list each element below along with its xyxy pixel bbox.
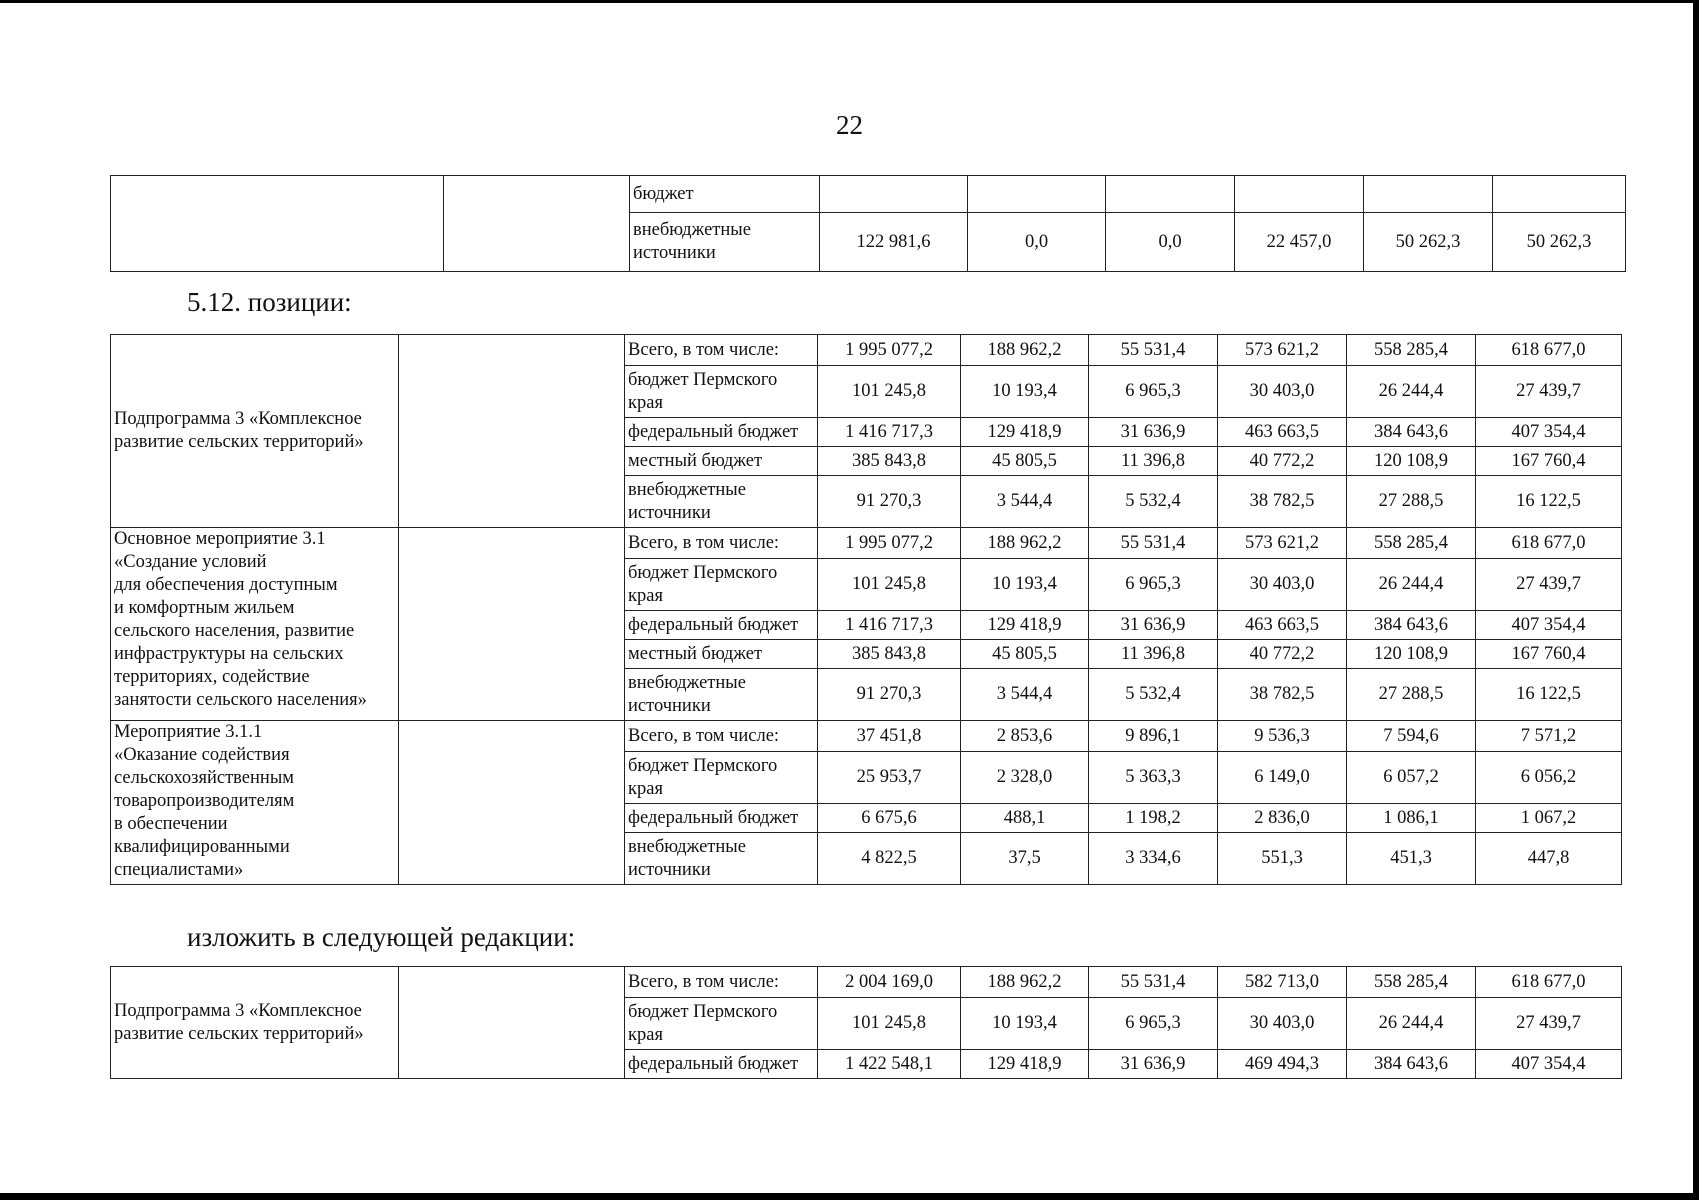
value-cell: 26 244,4 (1347, 998, 1476, 1050)
value-cell: 5 532,4 (1089, 669, 1218, 721)
value-cell: 30 403,0 (1218, 366, 1347, 418)
table-row (111, 967, 1622, 998)
value-cell: 618 677,0 (1476, 528, 1622, 559)
value-cell: 3 334,6 (1089, 833, 1218, 885)
value-cell: 22 457,0 (1235, 213, 1364, 272)
funding-source-cell: бюджет (630, 176, 820, 213)
value-cell: 2 836,0 (1218, 804, 1347, 833)
value-cell: 407 354,4 (1476, 1050, 1622, 1079)
page-number: 22 (836, 110, 863, 140)
value-cell: 558 285,4 (1347, 335, 1476, 366)
empty-cell (444, 176, 630, 272)
value-cell: 384 643,6 (1347, 611, 1476, 640)
empty-cell (399, 528, 625, 721)
empty-cell (399, 967, 625, 1079)
scan-top-edge (0, 0, 1699, 3)
value-cell: 407 354,4 (1476, 418, 1622, 447)
program-name-cell: Основное мероприятие 3.1 «Создание условий для обеспечения доступным и комфортным жильем сельского населения, развитие инфраструктуры на сельских территориях, содействие занятости сельского населения» (111, 528, 399, 721)
table-row (111, 528, 1622, 559)
value-cell: 618 677,0 (1476, 335, 1622, 366)
value-cell: 0,0 (968, 213, 1106, 272)
value-cell: 10 193,4 (961, 559, 1089, 611)
value-cell: 167 760,4 (1476, 447, 1622, 476)
value-cell (1106, 176, 1235, 213)
continuation-table (110, 175, 1626, 272)
program-name-cell: Подпрограмма 3 «Комплексное развитие сельских территорий» (111, 335, 399, 528)
value-cell: 129 418,9 (961, 611, 1089, 640)
value-cell: 167 760,4 (1476, 640, 1622, 669)
funding-source-cell: федеральный бюджет (625, 804, 818, 833)
value-cell: 6 965,3 (1089, 366, 1218, 418)
value-cell: 469 494,3 (1218, 1050, 1347, 1079)
value-cell: 384 643,6 (1347, 1050, 1476, 1079)
table-row (111, 335, 1622, 366)
positions-table (110, 334, 1622, 885)
value-cell: 4 822,5 (818, 833, 961, 885)
value-cell (820, 176, 968, 213)
value-cell: 558 285,4 (1347, 967, 1476, 998)
value-cell: 6 056,2 (1476, 752, 1622, 804)
value-cell: 582 713,0 (1218, 967, 1347, 998)
value-cell: 120 108,9 (1347, 447, 1476, 476)
table-row (111, 721, 1622, 752)
value-cell: 26 244,4 (1347, 366, 1476, 418)
value-cell: 37 451,8 (818, 721, 961, 752)
value-cell: 7 594,6 (1347, 721, 1476, 752)
value-cell (1493, 176, 1626, 213)
heading-new-edition: изложить в следующей редакции: (187, 922, 576, 952)
value-cell: 188 962,2 (961, 335, 1089, 366)
value-cell: 55 531,4 (1089, 335, 1218, 366)
value-cell: 27 288,5 (1347, 476, 1476, 528)
value-cell: 463 663,5 (1218, 611, 1347, 640)
value-cell: 50 262,3 (1364, 213, 1493, 272)
value-cell: 3 544,4 (961, 669, 1089, 721)
value-cell: 488,1 (961, 804, 1089, 833)
value-cell (1235, 176, 1364, 213)
value-cell: 2 004 169,0 (818, 967, 961, 998)
value-cell: 120 108,9 (1347, 640, 1476, 669)
value-cell: 0,0 (1106, 213, 1235, 272)
value-cell: 7 571,2 (1476, 721, 1622, 752)
value-cell: 1 422 548,1 (818, 1050, 961, 1079)
value-cell: 5 363,3 (1089, 752, 1218, 804)
value-cell: 188 962,2 (961, 967, 1089, 998)
table-row (111, 176, 1626, 213)
value-cell: 3 544,4 (961, 476, 1089, 528)
value-cell: 16 122,5 (1476, 476, 1622, 528)
value-cell: 573 621,2 (1218, 528, 1347, 559)
funding-source-cell: федеральный бюджет (625, 418, 818, 447)
value-cell: 573 621,2 (1218, 335, 1347, 366)
heading-positions: 5.12. позиции: (187, 287, 352, 317)
value-cell: 91 270,3 (818, 669, 961, 721)
value-cell: 38 782,5 (1218, 669, 1347, 721)
value-cell: 16 122,5 (1476, 669, 1622, 721)
value-cell: 91 270,3 (818, 476, 961, 528)
value-cell: 6 057,2 (1347, 752, 1476, 804)
funding-source-cell: бюджет Пермского края (625, 752, 818, 804)
program-name-cell: Подпрограмма 3 «Комплексное развитие сельских территорий» (111, 967, 399, 1079)
value-cell: 1 416 717,3 (818, 611, 961, 640)
value-cell: 2 853,6 (961, 721, 1089, 752)
funding-source-cell: местный бюджет (625, 640, 818, 669)
value-cell: 45 805,5 (961, 447, 1089, 476)
value-cell: 6 149,0 (1218, 752, 1347, 804)
funding-source-cell: внебюджетные источники (625, 476, 818, 528)
empty-cell (399, 335, 625, 528)
value-cell (1364, 176, 1493, 213)
value-cell: 101 245,8 (818, 366, 961, 418)
funding-source-cell: внебюджетные источники (630, 213, 820, 272)
value-cell: 463 663,5 (1218, 418, 1347, 447)
funding-source-cell: бюджет Пермского края (625, 559, 818, 611)
value-cell: 26 244,4 (1347, 559, 1476, 611)
funding-source-cell: местный бюджет (625, 447, 818, 476)
funding-source-cell: федеральный бюджет (625, 1050, 818, 1079)
value-cell: 6 965,3 (1089, 998, 1218, 1050)
value-cell: 385 843,8 (818, 447, 961, 476)
value-cell: 122 981,6 (820, 213, 968, 272)
value-cell: 10 193,4 (961, 998, 1089, 1050)
value-cell: 27 439,7 (1476, 998, 1622, 1050)
value-cell: 5 532,4 (1089, 476, 1218, 528)
value-cell: 50 262,3 (1493, 213, 1626, 272)
value-cell: 1 416 717,3 (818, 418, 961, 447)
value-cell: 551,3 (1218, 833, 1347, 885)
funding-source-cell: Всего, в том числе: (625, 721, 818, 752)
value-cell: 447,8 (1476, 833, 1622, 885)
scan-right-edge (1693, 0, 1699, 1200)
value-cell: 407 354,4 (1476, 611, 1622, 640)
value-cell: 384 643,6 (1347, 418, 1476, 447)
value-cell: 30 403,0 (1218, 559, 1347, 611)
value-cell: 101 245,8 (818, 998, 961, 1050)
value-cell: 385 843,8 (818, 640, 961, 669)
program-name-cell: Мероприятие 3.1.1 «Оказание содействия сельскохозяйственным товаропроизводителям в обеспечении квалифицированными специалистами» (111, 721, 399, 885)
value-cell: 11 396,8 (1089, 447, 1218, 476)
value-cell: 558 285,4 (1347, 528, 1476, 559)
funding-source-cell: Всего, в том числе: (625, 528, 818, 559)
funding-source-cell: бюджет Пермского края (625, 366, 818, 418)
value-cell: 11 396,8 (1089, 640, 1218, 669)
value-cell: 27 439,7 (1476, 559, 1622, 611)
value-cell: 1 995 077,2 (818, 528, 961, 559)
funding-source-cell: федеральный бюджет (625, 611, 818, 640)
value-cell: 618 677,0 (1476, 967, 1622, 998)
scan-bottom-edge (0, 1193, 1699, 1200)
value-cell: 27 288,5 (1347, 669, 1476, 721)
value-cell: 25 953,7 (818, 752, 961, 804)
value-cell: 31 636,9 (1089, 1050, 1218, 1079)
value-cell: 37,5 (961, 833, 1089, 885)
empty-cell (111, 176, 444, 272)
value-cell: 45 805,5 (961, 640, 1089, 669)
value-cell: 55 531,4 (1089, 967, 1218, 998)
value-cell: 40 772,2 (1218, 640, 1347, 669)
value-cell (968, 176, 1106, 213)
value-cell: 9 536,3 (1218, 721, 1347, 752)
value-cell: 6 965,3 (1089, 559, 1218, 611)
value-cell: 1 086,1 (1347, 804, 1476, 833)
funding-source-cell: бюджет Пермского края (625, 998, 818, 1050)
value-cell: 30 403,0 (1218, 998, 1347, 1050)
value-cell: 9 896,1 (1089, 721, 1218, 752)
funding-source-cell: внебюджетные источники (625, 669, 818, 721)
value-cell: 31 636,9 (1089, 418, 1218, 447)
value-cell: 2 328,0 (961, 752, 1089, 804)
value-cell: 1 067,2 (1476, 804, 1622, 833)
new-edition-table (110, 966, 1622, 1079)
value-cell: 27 439,7 (1476, 366, 1622, 418)
value-cell: 31 636,9 (1089, 611, 1218, 640)
empty-cell (399, 721, 625, 885)
value-cell: 1 995 077,2 (818, 335, 961, 366)
value-cell: 55 531,4 (1089, 528, 1218, 559)
value-cell: 188 962,2 (961, 528, 1089, 559)
value-cell: 129 418,9 (961, 1050, 1089, 1079)
value-cell: 129 418,9 (961, 418, 1089, 447)
value-cell: 451,3 (1347, 833, 1476, 885)
value-cell: 10 193,4 (961, 366, 1089, 418)
value-cell: 38 782,5 (1218, 476, 1347, 528)
funding-source-cell: Всего, в том числе: (625, 335, 818, 366)
value-cell: 40 772,2 (1218, 447, 1347, 476)
value-cell: 1 198,2 (1089, 804, 1218, 833)
value-cell: 6 675,6 (818, 804, 961, 833)
funding-source-cell: внебюджетные источники (625, 833, 818, 885)
value-cell: 101 245,8 (818, 559, 961, 611)
funding-source-cell: Всего, в том числе: (625, 967, 818, 998)
